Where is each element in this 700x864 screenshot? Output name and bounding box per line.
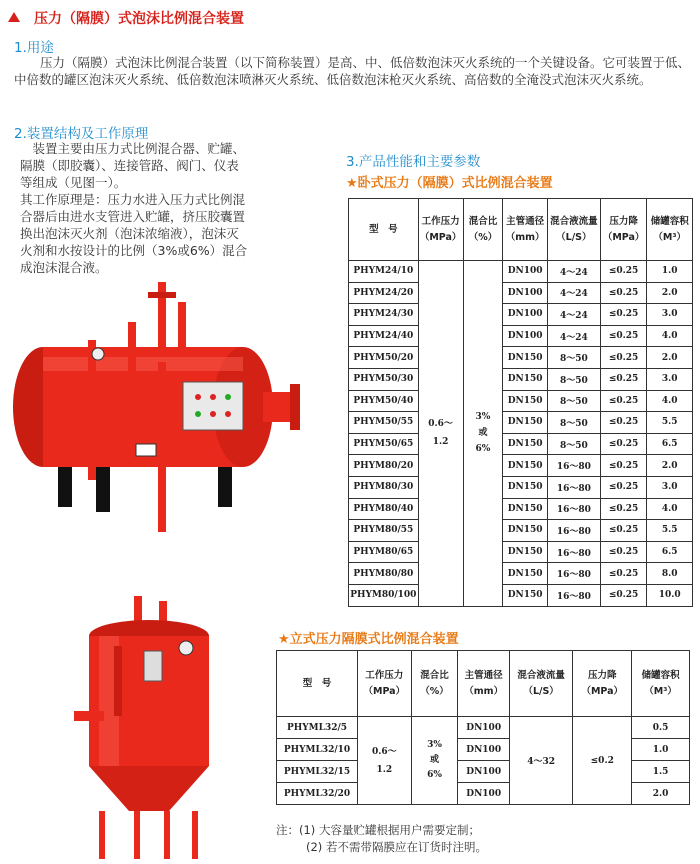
cell-pipe: DN150 xyxy=(503,584,548,606)
col-volume: 储罐容积（M³） xyxy=(647,199,693,261)
table-row xyxy=(349,563,693,585)
cell-model: PHYM50/30 xyxy=(349,368,419,390)
col-volume: 储罐容积（M³） xyxy=(632,651,690,717)
cell-drop: ≤0.25 xyxy=(600,498,647,520)
table-row xyxy=(349,304,693,326)
cell-drop: ≤0.2 xyxy=(573,717,632,805)
table-row xyxy=(349,541,693,563)
cell-drop: ≤0.25 xyxy=(600,347,647,369)
cell-volume: 4.0 xyxy=(647,325,693,347)
section2-heading: 2.装置结构及工作原理 xyxy=(14,126,149,142)
cell-pipe: DN100 xyxy=(458,739,510,761)
cell-model: PHYM24/30 xyxy=(349,304,419,326)
cell-flow: 16～80 xyxy=(547,498,600,520)
cell-pipe: DN100 xyxy=(458,783,510,805)
cell-drop: ≤0.25 xyxy=(600,584,647,606)
cell-model: PHYM80/65 xyxy=(349,541,419,563)
table-row xyxy=(349,412,693,434)
cell-volume: 3.0 xyxy=(647,368,693,390)
vertical-subtitle: ★立式压力隔膜式比例混合装置 xyxy=(278,632,459,647)
cell-pipe: DN100 xyxy=(458,761,510,783)
cell-flow: 16～80 xyxy=(547,563,600,585)
cell-flow: 16～80 xyxy=(547,584,600,606)
col-flow: 混合液流量（L/S） xyxy=(509,651,572,717)
table-row xyxy=(349,325,693,347)
cell-pipe: DN150 xyxy=(503,498,548,520)
cell-volume: 1.0 xyxy=(632,739,690,761)
cell-drop: ≤0.25 xyxy=(600,282,647,304)
cell-model: PHYML32/5 xyxy=(277,717,358,739)
cell-model: PHYM80/20 xyxy=(349,455,419,477)
cell-model: PHYM80/55 xyxy=(349,520,419,542)
cell-volume: 1.0 xyxy=(647,261,693,283)
cell-pipe: DN150 xyxy=(503,476,548,498)
cell-drop: ≤0.25 xyxy=(600,476,647,498)
cell-volume: 5.5 xyxy=(647,412,693,434)
cell-volume: 4.0 xyxy=(647,498,693,520)
cell-drop: ≤0.25 xyxy=(600,563,647,585)
cell-volume: 0.5 xyxy=(632,717,690,739)
cell-flow: 8～50 xyxy=(547,433,600,455)
cell-volume: 3.0 xyxy=(647,476,693,498)
cell-volume: 3.0 xyxy=(647,304,693,326)
cell-model: PHYM50/65 xyxy=(349,433,419,455)
cell-pipe: DN100 xyxy=(503,261,548,283)
col-pipe: 主管通径（mm） xyxy=(458,651,510,717)
note-2: (2) 若不需带隔膜应在订货时注明。 xyxy=(306,840,487,854)
vertical-tank-image xyxy=(74,596,224,861)
cell-flow: 16～80 xyxy=(547,476,600,498)
section3-heading: 3.产品性能和主要参数 xyxy=(346,154,481,170)
cell-volume: 4.0 xyxy=(647,390,693,412)
cell-ratio: 3% 或 6% xyxy=(411,717,458,805)
cell-model: PHYM50/55 xyxy=(349,412,419,434)
table-row xyxy=(349,455,693,477)
cell-flow: 4～32 xyxy=(509,717,572,805)
cell-flow: 8～50 xyxy=(547,347,600,369)
cell-pipe: DN150 xyxy=(503,563,548,585)
cell-pipe: DN100 xyxy=(503,304,548,326)
page-title: 压力（隔膜）式泡沫比例混合装置 xyxy=(8,8,244,28)
table-row xyxy=(349,498,693,520)
cell-drop: ≤0.25 xyxy=(600,325,647,347)
col-pressure: 工作压力（MPa） xyxy=(418,199,463,261)
cell-drop: ≤0.25 xyxy=(600,368,647,390)
section1-text: 压力（隔膜）式泡沫比例混合装置（以下简称装置）是高、中、低倍数泡沫灭火系统的一个关键设备。它可装置于低、中倍数的罐区泡沫灭火系统、低倍数泡沫喷淋灭火系统、低倍数泡沫枪灭火系统、高倍数的全淹没式泡沫灭火系统。 xyxy=(14,55,691,87)
cell-drop: ≤0.25 xyxy=(600,390,647,412)
cell-flow: 4～24 xyxy=(547,325,600,347)
horizontal-spec-table xyxy=(348,198,693,607)
cell-pipe: DN150 xyxy=(503,390,548,412)
cell-pressure: 0.6～ 1.2 xyxy=(357,717,411,805)
cell-drop: ≤0.25 xyxy=(600,304,647,326)
cell-flow: 16～80 xyxy=(547,541,600,563)
cell-volume: 2.0 xyxy=(647,455,693,477)
cell-flow: 8～50 xyxy=(547,412,600,434)
col-drop: 压力降（MPa） xyxy=(600,199,647,261)
cell-drop: ≤0.25 xyxy=(600,541,647,563)
cell-drop: ≤0.25 xyxy=(600,261,647,283)
cell-drop: ≤0.25 xyxy=(600,412,647,434)
cell-model: PHYM50/40 xyxy=(349,390,419,412)
cell-volume: 6.5 xyxy=(647,541,693,563)
cell-pressure: 0.6～ 1.2 xyxy=(418,261,463,607)
cell-volume: 1.5 xyxy=(632,761,690,783)
cell-ratio: 3% 或 6% xyxy=(463,261,503,607)
table-row xyxy=(349,368,693,390)
cell-pipe: DN150 xyxy=(503,433,548,455)
table-row xyxy=(349,476,693,498)
cell-model: PHYML32/15 xyxy=(277,761,358,783)
table-row xyxy=(349,347,693,369)
cell-model: PHYM80/100 xyxy=(349,584,419,606)
table-row xyxy=(349,584,693,606)
cell-volume: 6.5 xyxy=(647,433,693,455)
cell-flow: 4～24 xyxy=(547,261,600,283)
cell-pipe: DN150 xyxy=(503,368,548,390)
table-row xyxy=(349,390,693,412)
note-1: 注：(1) 大容量贮罐根据用户需要定制； xyxy=(276,823,480,837)
cell-volume: 2.0 xyxy=(647,347,693,369)
cell-model: PHYM24/40 xyxy=(349,325,419,347)
col-ratio: 混合比（%） xyxy=(411,651,458,717)
cell-pipe: DN150 xyxy=(503,412,548,434)
table-row xyxy=(349,282,693,304)
col-pipe: 主管通径（mm） xyxy=(503,199,548,261)
cell-volume: 2.0 xyxy=(647,282,693,304)
cell-model: PHYM24/10 xyxy=(349,261,419,283)
cell-drop: ≤0.25 xyxy=(600,520,647,542)
col-flow: 混合液流量（L/S） xyxy=(547,199,600,261)
cell-pipe: DN100 xyxy=(503,282,548,304)
cell-pipe: DN150 xyxy=(503,347,548,369)
section2-text: 装置主要由压力式比例混合器、贮罐、 隔膜（即胶囊）、连接管路、阀门、仪表 等组成（见图一）。 其工作原理是：压力水进入压力式比例混 合器后由进水支管进入贮罐，挤压胶囊置 换出泡沫灭火剂（泡沫浓缩液），泡沫灭 火剂和水按设计的比例（3%或6%）混合 成泡沫混合液。 xyxy=(20,141,248,275)
col-model: 型 号 xyxy=(349,199,419,261)
cell-model: PHYM80/30 xyxy=(349,476,419,498)
col-model: 型 号 xyxy=(277,651,358,717)
table1-body xyxy=(349,261,693,607)
cell-volume: 2.0 xyxy=(632,783,690,805)
cell-volume: 5.5 xyxy=(647,520,693,542)
cell-flow: 8～50 xyxy=(547,368,600,390)
cell-flow: 8～50 xyxy=(547,390,600,412)
cell-model: PHYML32/20 xyxy=(277,783,358,805)
cell-model: PHYM80/80 xyxy=(349,563,419,585)
cell-flow: 16～80 xyxy=(547,455,600,477)
cell-model: PHYM50/20 xyxy=(349,347,419,369)
cell-pipe: DN150 xyxy=(503,541,548,563)
section1-heading: 1.用途 xyxy=(14,40,54,56)
cell-model: PHYML32/10 xyxy=(277,739,358,761)
cell-pipe: DN150 xyxy=(503,455,548,477)
col-ratio: 混合比（%） xyxy=(463,199,503,261)
cell-pipe: DN100 xyxy=(458,717,510,739)
triangle-icon xyxy=(8,12,20,22)
cell-volume: 8.0 xyxy=(647,563,693,585)
cell-volume: 10.0 xyxy=(647,584,693,606)
table-row xyxy=(277,717,690,739)
vertical-spec-table xyxy=(276,650,690,805)
cell-drop: ≤0.25 xyxy=(600,433,647,455)
table2-body xyxy=(277,717,690,805)
cell-model: PHYM80/40 xyxy=(349,498,419,520)
col-pressure: 工作压力（MPa） xyxy=(357,651,411,717)
table-row xyxy=(349,520,693,542)
cell-drop: ≤0.25 xyxy=(600,455,647,477)
horizontal-subtitle: ★卧式压力（隔膜）式比例混合装置 xyxy=(346,176,553,191)
table-row xyxy=(349,261,693,283)
cell-pipe: DN100 xyxy=(503,325,548,347)
cell-flow: 4～24 xyxy=(547,282,600,304)
table-row xyxy=(349,433,693,455)
cell-flow: 16～80 xyxy=(547,520,600,542)
cell-pipe: DN150 xyxy=(503,520,548,542)
col-drop: 压力降（MPa） xyxy=(573,651,632,717)
cell-flow: 4～24 xyxy=(547,304,600,326)
cell-model: PHYM24/20 xyxy=(349,282,419,304)
horizontal-tank-image xyxy=(8,282,308,532)
